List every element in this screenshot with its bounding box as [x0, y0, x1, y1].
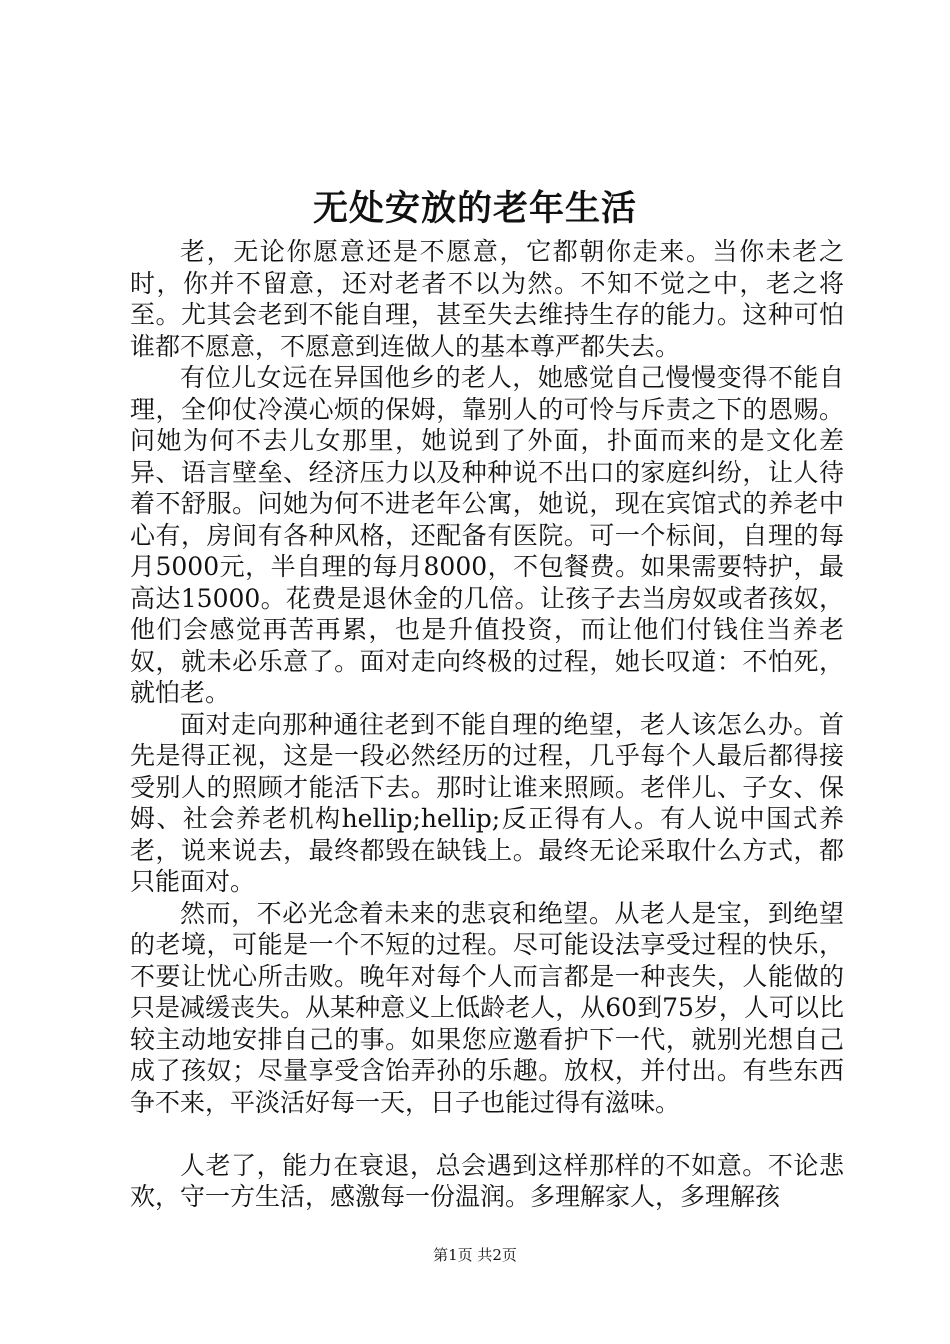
body-text [130, 236, 844, 1213]
paragraph: 面对走向那种通往老到不能自理的绝望，老人该怎么办。首先是得正视，这是一段必然经历的过程，几乎每个人最后都得接受别人的照顾才能活下去。那时让谁来照顾。老伴儿、子女、保姆、社会养老机构hellip;hellip;反正得有人。有人说中国式养老，说来说去，最终都毁在缺钱上。最终无论采取什么方式，都只能面对。 [130, 709, 844, 896]
paragraph: 老，无论你愿意还是不愿意，它都朝你走来。当你未老之时，你并不留意，还对老者不以为然。不知不觉之中，老之将至。尤其会老到不能自理，甚至失去维持生存的能力。这种可怕谁都不愿意，不愿意到连做人的基本尊严都失去。 [130, 237, 844, 361]
paragraph: 然而，不必光念着未来的悲哀和绝望。从老人是宝，到绝望的老境，可能是一个不短的过程。尽可能设法享受过程的快乐，不要让忧心所击败。晚年对每个人而言都是一种丧失，人能做的只是减缓丧失。从某种意义上低龄老人，从60到75岁，人可以比较主动地安排自己的事。如果您应邀看护下一代，就别光想自己成了孩奴；尽量享受含饴弄孙的乐趣。放权，并付出。有些东西争不来，平淡活好每一天，日子也能过得有滋味。 [130, 898, 844, 1117]
paragraph: 人老了，能力在衰退，总会遇到这样那样的不如意。不论悲欢，守一方生活，感激每一份温润。多理解家人，多理解孩 [130, 1150, 844, 1211]
page-number: 第1页 共2页 [433, 1246, 517, 1264]
paragraph: 有位儿女远在异国他乡的老人，她感觉自己慢慢变得不能自理，全仰仗冷漠心烦的保姆，靠别人的可怜与斥责之下的恩赐。问她为何不去儿女那里，她说到了外面，扑面而来的是文化差异、语言壁垒、经济压力以及种种说不出口的家庭纠纷，让人待着不舒服。问她为何不进老年公寓，她说，现在宾馆式的养老中心有，房间有各种风格，还配备有医院。可一个标间，自理的每月5000元，半自理的每月8000，不包餐费。如果需要特护，最高达15000。花费是退休金的几倍。让孩子去当房奴或者孩奴，他们会感觉再苦再累，也是升值投资，而让他们付钱住当养老奴，就未必乐意了。面对走向终极的过程，她长叹道：不怕死，就怕老。 [130, 363, 844, 707]
page-title: 无处安放的老年生活 [312, 188, 637, 229]
paragraph-gap [130, 1118, 844, 1150]
